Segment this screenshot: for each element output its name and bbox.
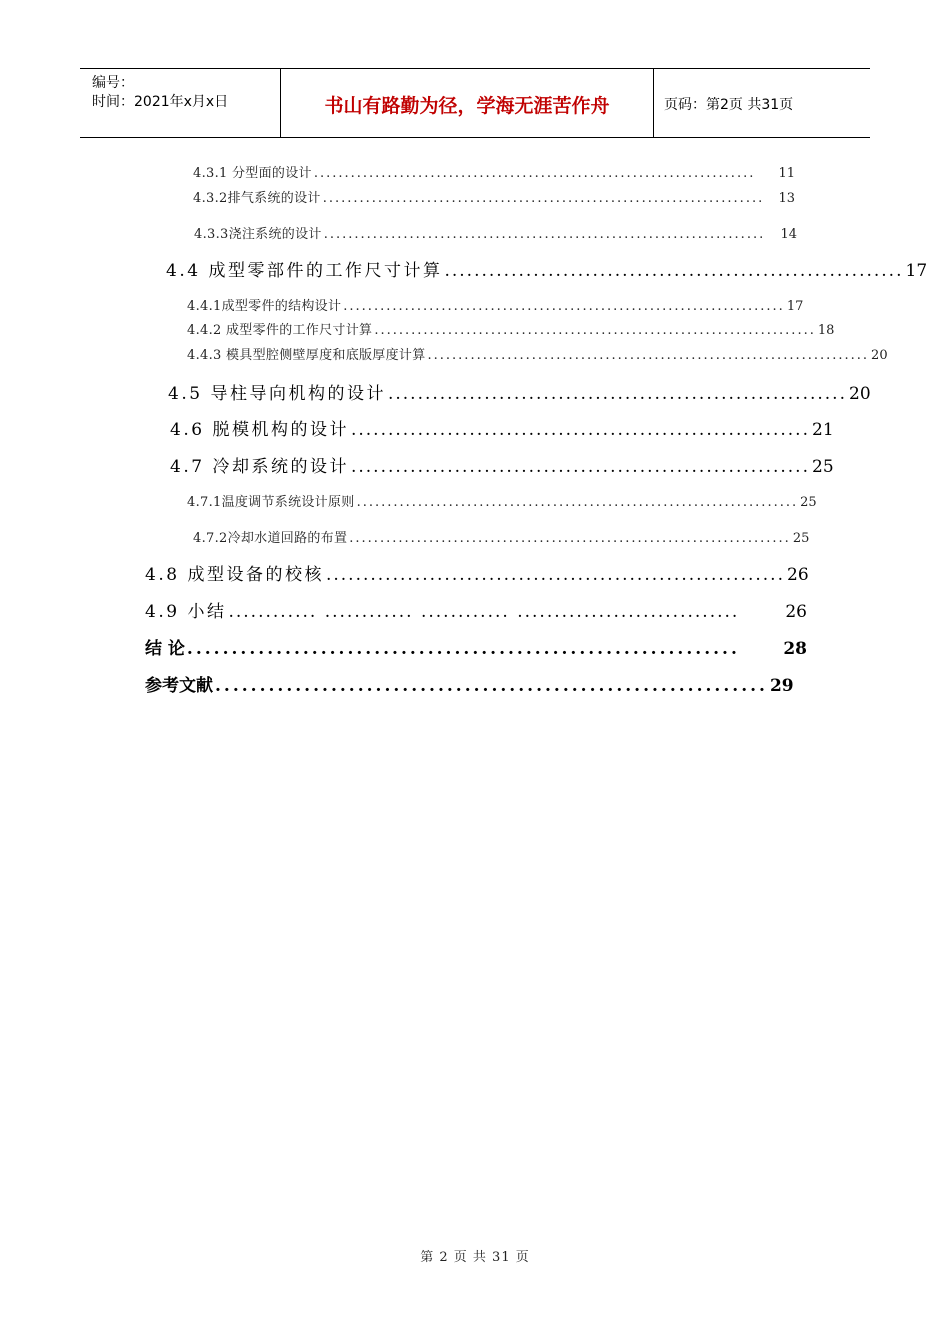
toc-page-number: 13 — [778, 191, 795, 206]
toc-entry-4-3-2[interactable] — [193, 187, 795, 206]
toc-entry-title: 4.4.2 成型零件的工作尺寸计算 — [187, 323, 373, 338]
toc-leader-dots: ........................................................................ — [313, 166, 756, 181]
toc-entry-title: 4.7 冷却系统的设计 — [170, 457, 349, 477]
toc-leader-dots: .............................................................. — [350, 457, 810, 477]
toc-leader-dots: .............................................................. — [325, 565, 785, 585]
page-footer: 第 2 页 共 31 页 — [420, 1250, 530, 1265]
toc-entry-title: 4.3.1 分型面的设计 — [193, 166, 312, 181]
toc-entry-4-6[interactable] — [170, 415, 834, 440]
toc-leader-dots: ........................................................................ — [323, 227, 766, 242]
toc-page-number: 28 — [783, 639, 807, 659]
toc-leader-dots: ........................................................................ — [349, 531, 791, 546]
toc-entry-4-3-1[interactable] — [193, 162, 795, 181]
toc-entry-title: 结 论 — [145, 639, 185, 659]
number-label: 编号： — [92, 75, 134, 91]
toc-page-number: 26 — [785, 602, 807, 622]
toc-entry-4-4-2[interactable] — [187, 319, 835, 338]
toc-leader-dots: .............................................................. — [186, 639, 740, 659]
toc-entry-4-4-1[interactable] — [187, 295, 804, 314]
toc-page-number: 17 — [786, 299, 804, 314]
toc-leader-dots: ........................................................................ — [374, 323, 816, 338]
page-info: 页码：第2页 共31页 — [664, 97, 794, 113]
toc-leader-dots: ........................................................................ — [427, 348, 870, 363]
toc-entry-4-7[interactable] — [170, 452, 834, 477]
toc-entry-4-7-2[interactable] — [193, 527, 810, 546]
toc-page-number: 25 — [792, 531, 810, 546]
date-label: 时间：2021年x月x日 — [92, 94, 229, 110]
toc-entry-title: 4.4.3 模具型腔侧壁厚度和底版厚度计算 — [187, 348, 426, 363]
toc-entry-title: 4.7.1温度调节系统设计原则 — [187, 495, 355, 510]
toc-entry-4-9[interactable] — [145, 597, 807, 622]
toc-entry-title: 4.3.3浇注系统的设计 — [194, 227, 322, 242]
toc-page-number: 25 — [800, 495, 817, 510]
toc-entry-conclusion[interactable] — [145, 634, 807, 659]
toc-entry-4-5[interactable] — [168, 379, 871, 404]
toc-leader-dots: ........................................................................ — [343, 299, 785, 314]
toc-page-number: 25 — [812, 457, 834, 477]
toc-entry-title: 4.7.2冷却水道回路的布置 — [193, 531, 348, 546]
toc-leader-dots: .............................................................. — [215, 676, 768, 696]
toc-entry-title: 4.5 导柱导向机构的设计 — [168, 384, 386, 404]
toc-entry-title: 4.4.1成型零件的结构设计 — [187, 299, 342, 314]
toc-page-number: 29 — [769, 676, 794, 696]
toc-page-number: 26 — [787, 565, 809, 585]
toc-page-number: 14 — [780, 227, 797, 242]
toc-page-number: 20 — [849, 384, 871, 404]
toc-entry-title: 4.8 成型设备的校核 — [145, 565, 324, 585]
toc-leader-dots: .............................................................. — [444, 261, 904, 281]
toc-entry-title: 4.4 成型零部件的工作尺寸计算 — [166, 261, 443, 281]
toc-page-number: 21 — [812, 420, 834, 440]
toc-page-number: 11 — [778, 166, 795, 181]
toc-entry-4-4-3[interactable] — [187, 344, 888, 363]
toc-page-number: 20 — [871, 348, 888, 363]
toc-leader-dots: ........................................................................ — [322, 191, 765, 206]
toc-leader-dots: ........................................................................ — [356, 495, 799, 510]
toc-leader-dots: ............ ............ ............ .............................. — [228, 602, 740, 622]
toc-page-number: 17 — [905, 261, 928, 281]
toc-entry-4-3-3[interactable] — [194, 223, 797, 242]
toc-entry-4-4[interactable] — [166, 256, 928, 281]
toc-entry-4-8[interactable] — [145, 560, 807, 585]
toc-entry-title: 4.6 脱模机构的设计 — [170, 420, 349, 440]
toc-entry-references[interactable] — [145, 671, 794, 696]
motto: 书山有路勤为径，学海无涯苦作舟 — [324, 95, 610, 117]
toc-leader-dots: .............................................................. — [350, 420, 810, 440]
toc-page-number: 18 — [817, 323, 835, 338]
toc-leader-dots: .............................................................. — [387, 384, 847, 404]
toc-entry-4-7-1[interactable] — [187, 491, 817, 510]
toc-entry-title: 4.9 小结 — [145, 602, 227, 622]
toc-entry-title: 4.3.2排气系统的设计 — [193, 191, 321, 206]
toc-entry-title: 参考文献 — [145, 676, 213, 696]
